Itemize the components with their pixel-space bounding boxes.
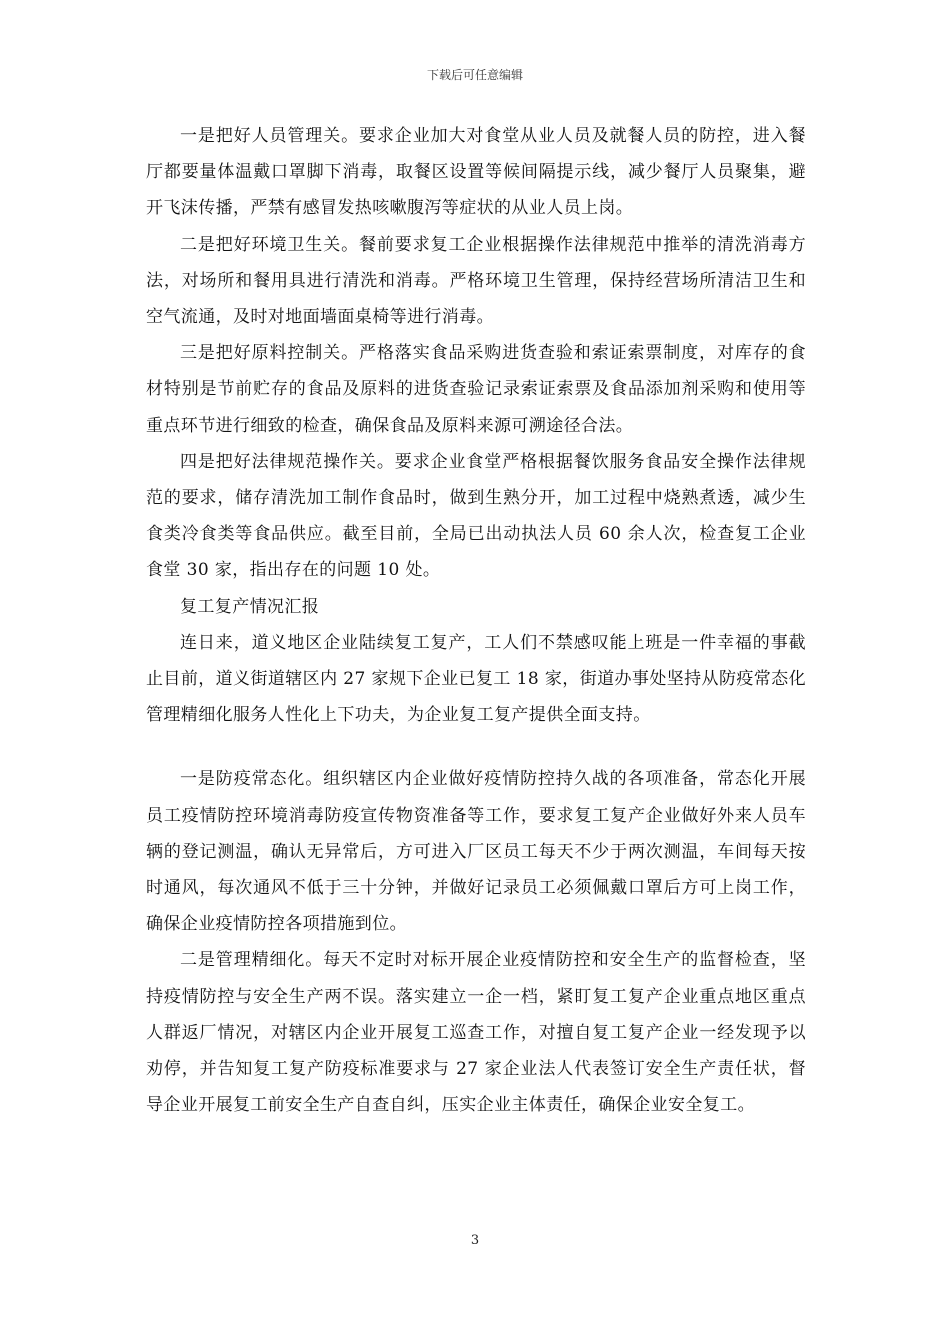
- page-header: 下载后可任意编辑: [426, 68, 523, 82]
- paragraph-resumption-intro: 连日来，道义地区企业陆续复工复产，工人们不禁感叹能上班是一件幸福的事截止目前，道义街道辖区内 27 家规下企业已复工 18 家，街道办事处坚持从防疫常态化管理精细化服务人性化上下功夫，为企业复工复产提供全面支持。: [146, 632, 806, 726]
- paragraph-gap: [146, 733, 806, 761]
- paragraph-personnel-management: 一是把好人员管理关。要求企业加大对食堂从业人员及就餐人员的防控，进入餐厅都要量体温戴口罩脚下消毒，取餐区设置等候间隔提示线，减少餐厅人员聚集，避开飞沫传播，严禁有感冒发热咳嗽腹泻等症状的从业人员上岗。: [146, 126, 806, 219]
- paragraph-environment-hygiene: 二是把好环境卫生关。餐前要求复工企业根据操作法律规范中推举的清洗消毒方法，对场所和餐用具进行清洗和消毒。严格环境卫生管理，保持经营场所清洁卫生和空气流通，及时对地面墙面桌椅等进行消毒。: [146, 234, 806, 328]
- paragraph-raw-material-control: 三是把好原料控制关。严格落实食品采购进货查验和索证索票制度，对库存的食材特别是节前贮存的食品及原料的进货查验记录索证索票及食品添加剂采购和使用等重点环节进行细致的检查，确保食品及原料来源可溯途径合法。: [146, 343, 806, 436]
- paragraph-management-refinement: 二是管理精细化。每天不定时对标开展企业疫情防控和安全生产的监督检查，坚持疫情防控与安全生产两不误。落实建立一企一档，紧盯复工复产企业重点地区重点人群返厂情况，对辖区内企业开展复工巡查工作，对擅自复工复产企业一经发现予以劝停，并告知复工复产防疫标准要求与 27 家企业法人代表签订安全生产责任状，督导企业开展复工前安全生产自查自纠，压实企业主体责任，确保企业安全复工。: [146, 950, 806, 1116]
- document-body: [146, 118, 806, 1123]
- page-number: 3: [470, 1233, 480, 1248]
- section-title-resumption-report: 复工复产情况汇报: [180, 596, 320, 617]
- paragraph-epidemic-normalization: 一是防疫常态化。组织辖区内企业做好疫情防控持久战的各项准备，常态化开展员工疫情防控环境消毒防疫宣传物资准备等工作，要求复工复产企业做好外来人员车辆的登记测温，确认无异常后，方可进入厂区员工每天不少于两次测温，车间每天按时通风，每次通风不低于三十分钟，并做好记录员工必须佩戴口罩后方可上岗工作，确保企业疫情防控各项措施到位。: [146, 769, 806, 935]
- paragraph-legal-operation: 四是把好法律规范操作关。要求企业食堂严格根据餐饮服务食品安全操作法律规范的要求，储存清洗加工制作食品时，做到生熟分开，加工过程中烧熟煮透，减少生食类冷食类等食品供应。截至目前，全局已出动执法人员 60 余人次，检查复工企业食堂 30 家，指出存在的问题 10 处。: [146, 451, 806, 581]
